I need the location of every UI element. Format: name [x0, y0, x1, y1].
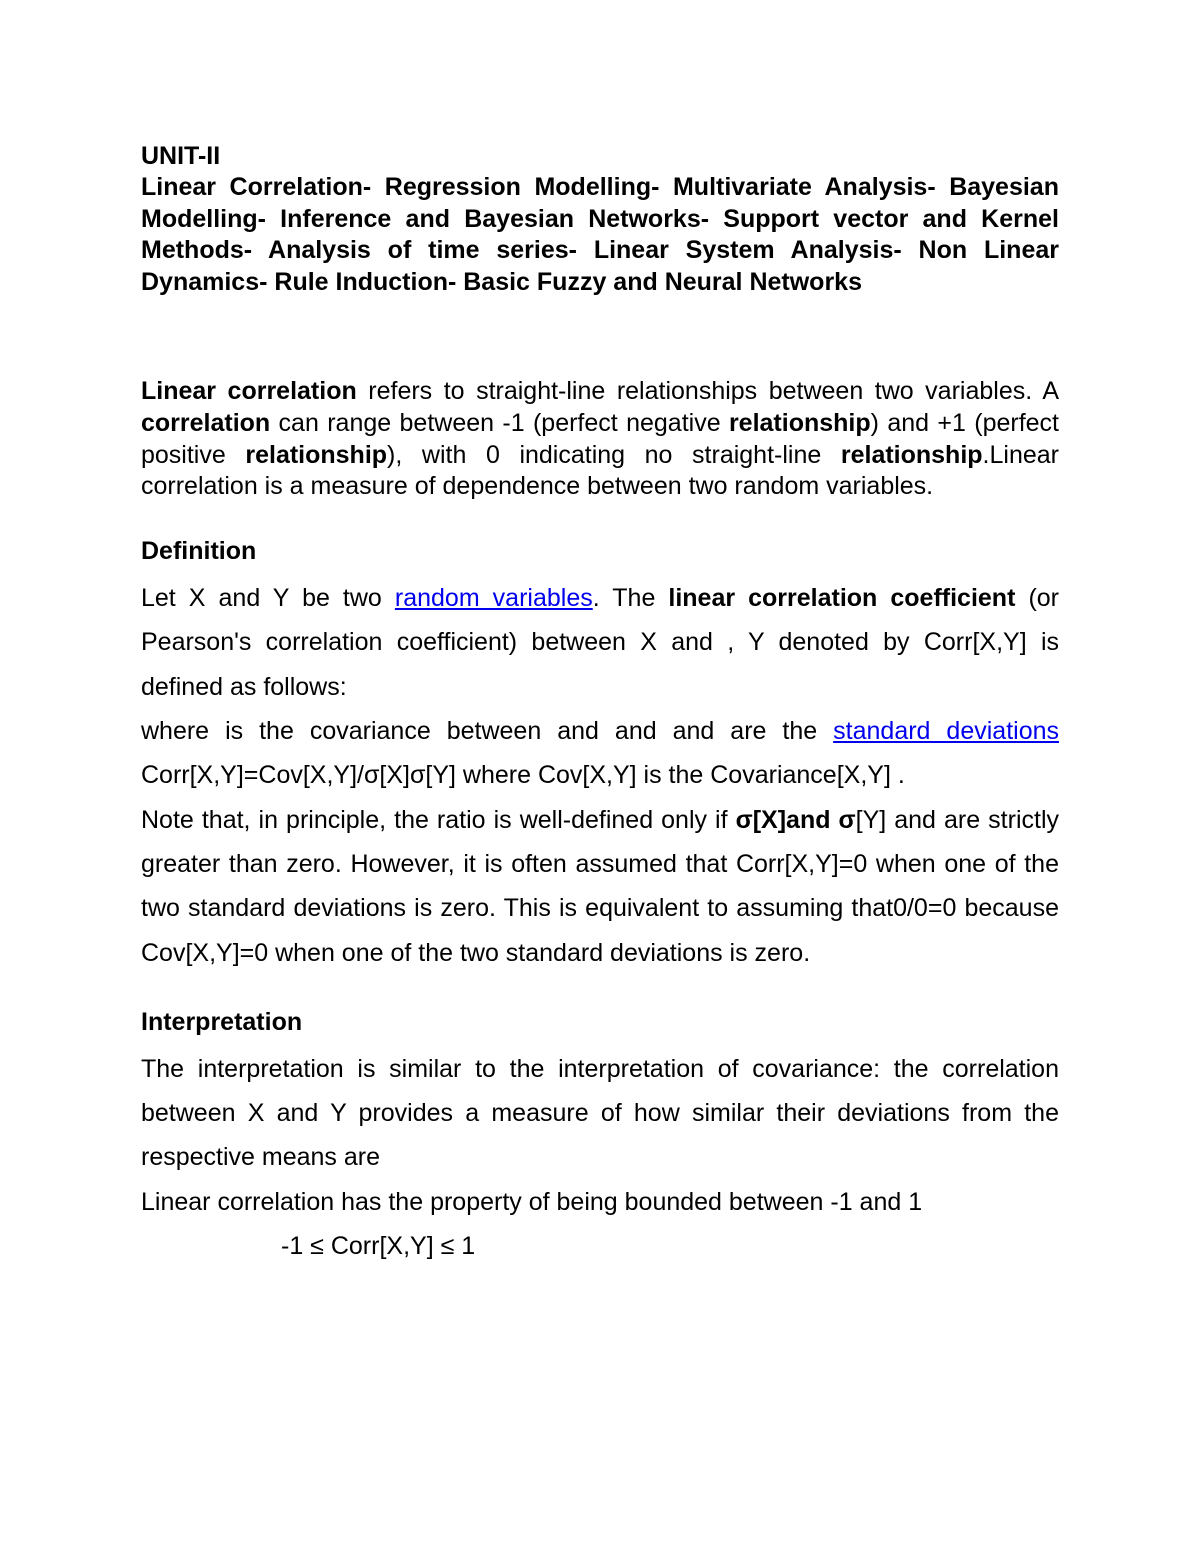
intro-paragraph: Linear correlation refers to straight-line relationships between two variables. A correlation can range between -1 (perfect negative relationship) and +1 (perfect positive relationship), with 0 indicating no straight-line relationship.Linear correlation is a measure of dependence between two random variables. [141, 377, 1059, 501]
definition-note-paragraph: Note that, in principle, the ratio is well-defined only if σ[X]and σ[Y] and are strictly greater than zero. However, it is often assumed that Corr[X,Y]=0 when one of the two standard deviations is zero. This is equivalent to assuming that0/0=0 because Cov[X,Y]=0 when one of the two standard deviations is zero. [141, 805, 1060, 967]
interpretation-heading: Interpretation [141, 1007, 303, 1036]
document-page [141, 141, 1059, 1268]
interpretation-paragraph-2: Linear correlation has the property of being bounded between -1 and 1 [141, 1187, 923, 1216]
standard-deviations-link[interactable]: standard deviations [833, 717, 1060, 746]
unit-title: UNIT-II [141, 142, 221, 170]
bound-formula: -1 ≤ Corr[X,Y] ≤ 1 [281, 1232, 476, 1261]
definition-paragraph-1: Let X and Y be two random variables. The linear correlation coefficient (or Pearson's correlation coefficient) between X and , Y denoted by Corr[X,Y] is defined as follows: [141, 584, 1059, 701]
interpretation-paragraph-1: The interpretation is similar to the interpretation of covariance: the correlation between X and Y provides a measure of how similar their deviations from the respective means are [141, 1054, 1059, 1172]
definition-paragraph-2: where is the covariance between and and and are the standard deviations Corr[X,Y]=Cov[X,Y]/σ[X]σ[Y] where Cov[X,Y] is the Covariance[X,Y] . [141, 717, 1060, 790]
random-variables-link[interactable]: random variables [394, 584, 593, 613]
definition-heading: Definition [141, 537, 257, 566]
unit-topics: Linear Correlation- Regression Modelling- Multivariate Analysis- Bayesian Modelling- Inference and Bayesian Networks- Support vector and Kernel Methods- Analysis of time series- Linear System Analysis- Non Linear Dynamics- Rule Induction- Basic Fuzzy and Neural Networks [141, 173, 1059, 296]
intro-bold-term: Linear correlation [141, 377, 357, 405]
